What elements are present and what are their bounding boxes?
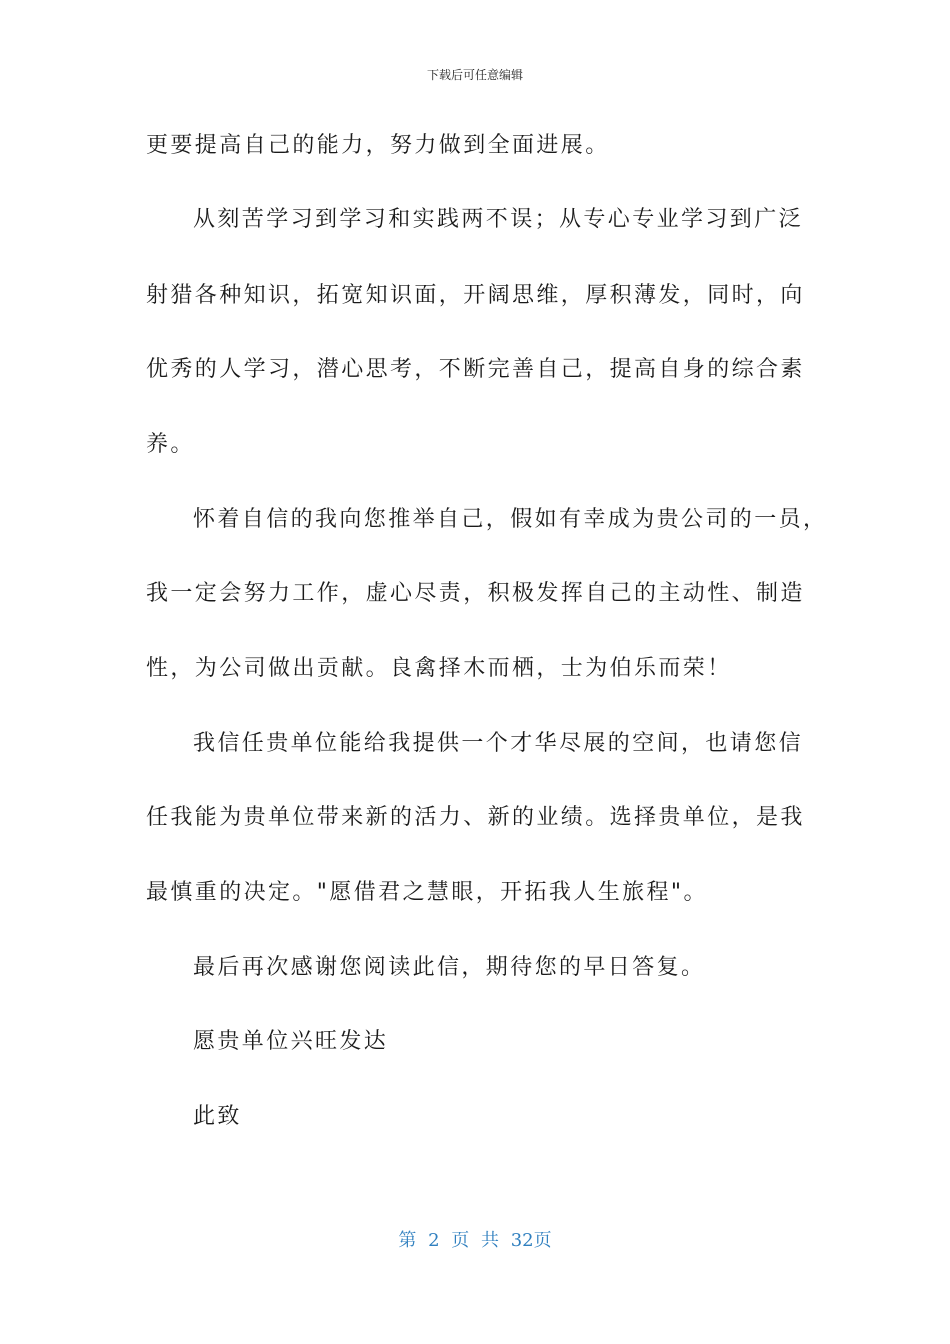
body-line: 最后再次感谢您阅读此信，期待您的早日答复。: [193, 955, 706, 980]
body-line: 性，为公司做出贡献。良禽择木而栖，士为伯乐而荣！: [146, 656, 732, 681]
body-line: 我一定会努力工作，虚心尽责，积极发挥自己的主动性、制造: [146, 581, 805, 606]
page-footer: 第 2 页 共 32页: [398, 1230, 552, 1251]
body-line: 从刻苦学习到学习和实践两不误；从专心专业学习到广泛: [193, 207, 804, 232]
body-line: 怀着自信的我向您推举自己，假如有幸成为贵公司的一员，: [193, 507, 828, 532]
body-line: 我信任贵单位能给我提供一个才华尽展的空间，也请您信: [193, 731, 804, 756]
body-line: 任我能为贵单位带来新的活力、新的业绩。选择贵单位，是我: [146, 805, 805, 830]
body-line: 最慎重的决定。"愿借君之慧眼，开拓我人生旅程"。: [146, 880, 708, 905]
body-line: 养。: [146, 432, 195, 457]
body-line: 射猎各种知识，拓宽知识面，开阔思维，厚积薄发，同时，向: [146, 283, 805, 308]
closing-salutation: 此致: [193, 1104, 242, 1129]
page-header: 下载后可任意编辑: [426, 68, 523, 82]
closing-wish: 愿贵单位兴旺发达: [193, 1029, 389, 1054]
body-line: 更要提高自己的能力，努力做到全面进展。: [146, 133, 610, 158]
body-line: 优秀的人学习，潜心思考，不断完善自己，提高自身的综合素: [146, 357, 805, 382]
